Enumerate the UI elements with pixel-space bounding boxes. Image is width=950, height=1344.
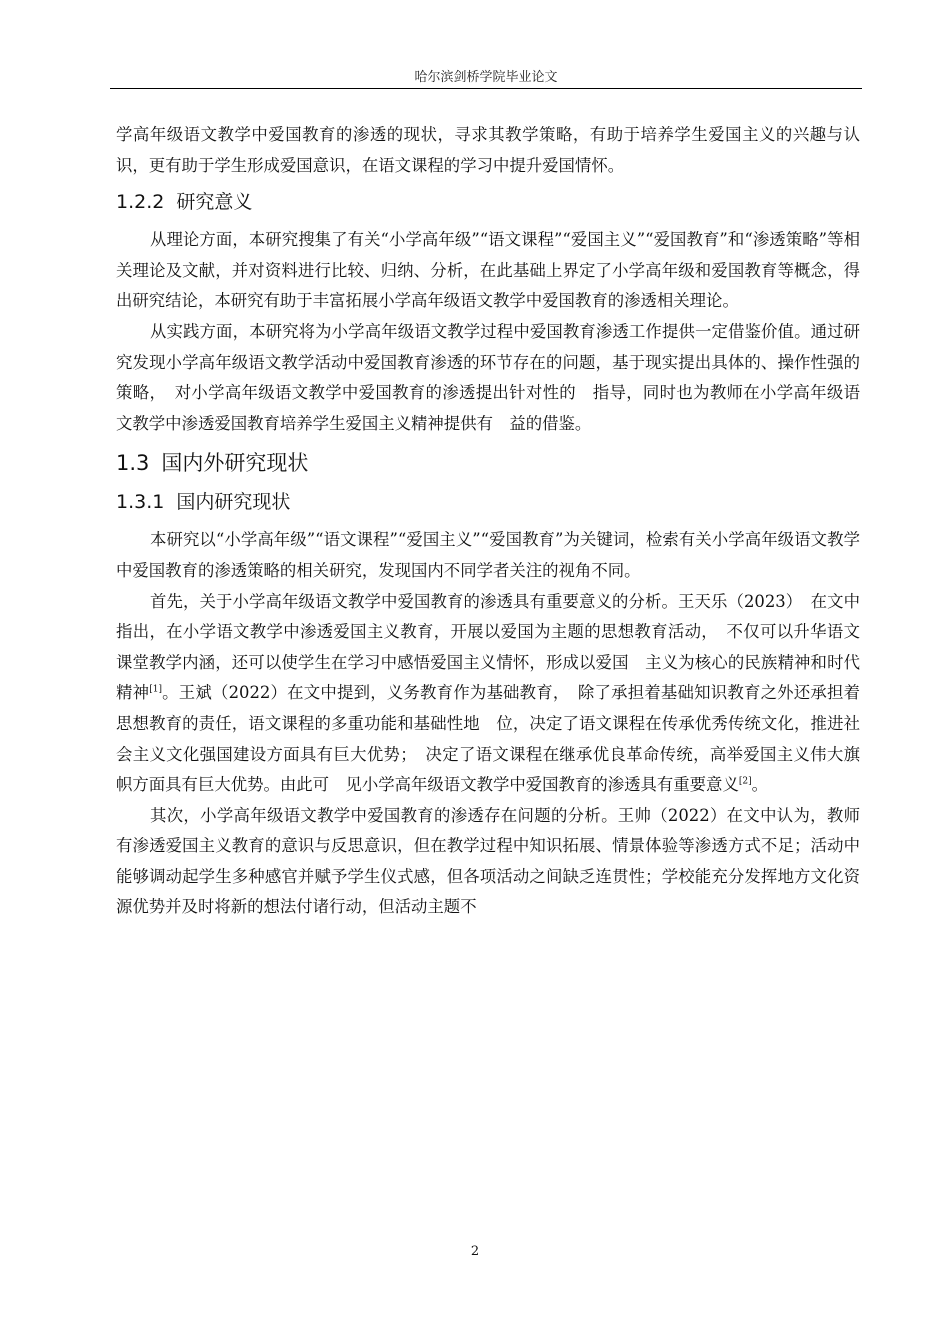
heading-1-3-1 bbox=[116, 489, 860, 515]
heading-title: 国内研究现状 bbox=[176, 491, 291, 514]
heading-number: 1.2.2 bbox=[116, 191, 165, 214]
heading-1-3 bbox=[116, 449, 860, 477]
paragraph-continued: 学高年级语文教学中爱国教育的渗透的现状，寻求其教学策略，有助于培养学生爱国主义的兴趣与认识，更有助于学生形成爱国意识，在语文课程的学习中提升爱国情怀。 bbox=[116, 125, 860, 175]
page-header: 哈尔滨剑桥学院毕业论文 bbox=[414, 70, 558, 85]
page-body bbox=[116, 120, 860, 923]
citation-ref-1: [1] bbox=[149, 684, 162, 695]
paragraph-text: 。 bbox=[751, 775, 768, 795]
paragraph-second: 其次，小学高年级语文教学中爱国教育的渗透存在问题的分析。王帅（2022）在文中认为，教师有渗透爱国主义教育的意识与反思意识，但在教学过程中知识拓展、情景体验等渗透方式不足；活动中能够调动起学生多种感官并赋予学生仪式感，但各项活动之间缺乏连贯性；学校能充分发挥地方文化资源优势并及时将新的想法付诸行动，但活动主题不 bbox=[116, 805, 860, 917]
heading-1-2-2 bbox=[116, 189, 860, 215]
heading-number: 1.3.1 bbox=[116, 491, 165, 514]
page-number: 2 bbox=[470, 1244, 480, 1259]
header-divider bbox=[110, 88, 862, 89]
paragraph-text: 。王斌（2022）在文中提到，义务教育作为基础教育， 除了承担着基础知识教育之外还承担着思想教育的责任，语文课程的多重功能和基础性地 位，决定了语文课程在传承优秀传统文化，推进社会主义文化强国建设方面具有巨大优势； 决定了语文课程在继承优良革命传统，高举爱国主义伟大旗帜方面具有巨大优势。由此可 见小学高年级语文教学中爱国教育的渗透具有重要意义 bbox=[116, 683, 860, 795]
paragraph-text: 首先，关于小学高年级语文教学中爱国教育的渗透具有重要意义的分析。王天乐（2023） 在文中指出，在小学语文教学中渗透爱国主义教育，开展以爱国为主题的思想教育活动， 不仅可以升华语文课堂教学内涵，还可以使学生在学习中感悟爱国主义情怀，形成以爱国 主义为核心的民族精神和时代精神 bbox=[116, 591, 860, 703]
heading-title: 研究意义 bbox=[176, 191, 253, 214]
citation-ref-2: [2] bbox=[738, 776, 752, 787]
paragraph-theory: 从理论方面，本研究搜集了有关“小学高年级”“语文课程”“爱国主义”“爱国教育”和“渗透策略”等相关理论及文献，并对资料进行比较、归纳、分析，在此基础上界定了小学高年级和爱国教育等概念，得出研究结论，本研究有助于丰富拓展小学高年级语文教学中爱国教育的渗透相关理论。 bbox=[116, 230, 860, 311]
paragraph-practice: 从实践方面，本研究将为小学高年级语文教学过程中爱国教育渗透工作提供一定借鉴价值。通过研究发现小学高年级语文教学活动中爱国教育渗透的环节存在的问题，基于现实提出具体的、操作性强的策略， 对小学高年级语文教学中爱国教育的渗透提出针对性的 指导，同时也为教师在小学高年级语文教学中渗透爱国教育培养学生爱国主义精神提供有 益的借鉴。 bbox=[116, 321, 860, 433]
paragraph-first bbox=[116, 587, 860, 801]
heading-number: 1.3 bbox=[116, 451, 150, 476]
paragraph-keywords: 本研究以“小学高年级”“语文课程”“爱国主义”“爱国教育”为关键词，检索有关小学高年级语文教学中爱国教育的渗透策略的相关研究，发现国内不同学者关注的视角不同。 bbox=[116, 530, 860, 580]
heading-title: 国内外研究现状 bbox=[161, 451, 309, 476]
